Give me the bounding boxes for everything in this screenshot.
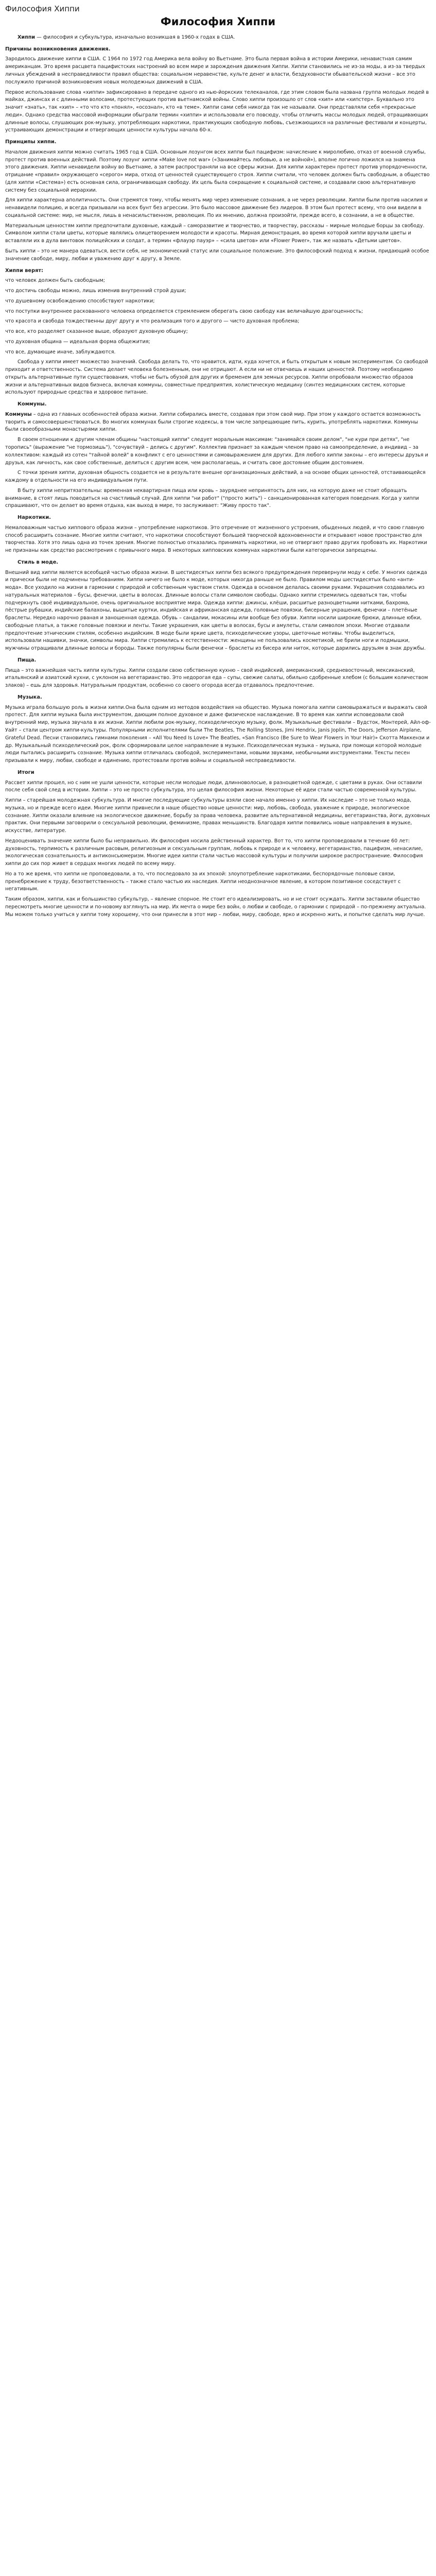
text: Музыка. — [18, 694, 42, 700]
paragraph — [5, 779, 431, 795]
text: что человек должен быть свободным; — [5, 278, 105, 284]
text: Хиппи верят: — [5, 267, 43, 274]
paragraph — [5, 797, 431, 835]
paragraph — [5, 871, 431, 893]
section-heading — [5, 559, 431, 566]
paragraph — [5, 318, 431, 326]
text: что все, думающие иначе, заблуждаются. — [5, 349, 116, 355]
text: что достичь свободы можно, лишь изменив внутренний строй души; — [5, 288, 186, 294]
paragraph — [5, 469, 431, 485]
text: Быть хиппи – это не манера одеваться, вести себя, не экономический статус или социальное положение. Это философский подход к жизни, придающий особое значение свободе, миру, любви и уважению друг к другу, в Земле. — [5, 248, 429, 262]
text: Внешний вид хиппи является всеобщей частью образа жизни. В шестидесятых хиппи без всякого предупреждения перевернули моду к себе. У многих одежда и прически были не подчинены требованиям. Хиппи ничего не было к моде, которых никогда раньше не было. Правилом моды шестидесятых было «анти-мода». Все уходило на жизни в гармонии с природой и собственным чувством стиля. Одежда в основном делалась своими руками. Украшения создавались из натуральных материалов – бусы, фенечки, цветы в волосах. Длинные волосы стали символом свободы. Однако хиппи стремились одеваться так, чтобы подчеркнуть своё индивидуальное, очень оригинальное восприятие мира. Одежда хиппи: джинсы, клёши, расшитые разноцветными нитками, бахрома, пёстрые рубашки, индийские балахоны, вышитые куртки, индийская и африканская одежда, головные повязки, бисерные украшения, фенечки – плетёные браслеты. Нередко нарочно рваная и заношенная одежда. Обувь – сандалии, мокасины или вообще без обуви. Хиппи носили широкие брюки, длинные юбки, свободные платья, а также головные повязки и ленты. Такие украшения, как цветы в волосах, бусы и амулеты, стали символом эпохи. Многие отдавали предпочтение этническим стилям, особенно индийским. В моде были яркие цвета, психоделические узоры, цветочные мотивы. Чтобы выделиться, использовали нашивки, значки, символы мира. Хиппи стремились к естественности: женщины не пользовались косметикой, не брили ноги и подмышки, мужчины отращивали длинные волосы и бороды. Также популярны были фенечки – браслеты из бисера или ниток, которые дарились друзьям в знак дружбы. — [5, 569, 427, 652]
text: Рассвет хиппи прошел, но с ним не ушли ценности, которые несли молодые люди, длинноволосые, в разноцветной одежде, с цветами в руках. Они оставили после себя свой след в истории. Хиппи – это не просто субкультура, это целая философия жизни. Некоторые её идеи стали частью современной культуры. — [5, 779, 422, 793]
text: – одна из главных особенностей образа жизни. Хиппи собирались вместе, создавая при этом свой мир. При этом у каждого остается возможность творить и самосовершенствоваться. Во многих коммунах были строгие кодексы, в том числе запрещающие пить, курить, употреблять наркотики. Коммуны были своеобразными монастырями хиппи. — [5, 411, 421, 433]
text: Принципы хиппи. — [5, 139, 57, 145]
paragraph — [5, 298, 431, 306]
section-heading — [5, 401, 431, 408]
text: что красота и свобода тождественны друг другу и что реализация того и другого — чисто духовная проблема; — [5, 318, 300, 325]
text: что поступки внутреннее раскованного человека определяется стремлением оберегать свою свободу как величайшую драгоценность; — [5, 308, 363, 314]
section-heading — [5, 514, 431, 521]
page-title: Философия Хиппи — [160, 15, 276, 28]
paragraph — [5, 704, 431, 765]
page-header-title: Философия Хиппи — [5, 4, 80, 13]
paragraph — [5, 149, 431, 195]
section-heading — [5, 694, 431, 701]
text: Пища. — [18, 657, 37, 663]
paragraph — [5, 838, 431, 868]
text: Наркотики. — [18, 515, 51, 521]
paragraph — [5, 277, 431, 285]
section-heading — [5, 139, 431, 146]
paragraph — [5, 287, 431, 295]
section-heading — [5, 46, 431, 53]
paragraph — [5, 197, 431, 219]
paragraph — [5, 89, 431, 135]
paragraph — [5, 359, 431, 397]
text: Но а то же время, что хиппи не проповедовали, а то, что последовало за их эпохой: злоупотребление наркотиками, беспорядочные половые связи, пренебрежение к труду, безответственность – также стало частью их наследия. Хиппи неоднозначное явление, в котором позитивное соседствует с негативным. — [5, 871, 401, 892]
text: Таким образом, хиппи, как и большинство субкультур, – явление спорное. Не стоит его идеализировать, но и не стоит осуждать. Хиппи заставили общество пересмотреть многие ценности и по-новому взглянуть на мир. Их мечта о мире без войн, о любви и свободе, о гармонии с природой – по-прежнему актуальна. Мы можем только учиться у хиппи тому хорошему, что они принесли в этот мир – любви, миру, свободе, ярко и искренно жить, и попытке сделать мир лучше. — [5, 896, 426, 918]
paragraph — [5, 223, 431, 245]
paragraph — [5, 569, 431, 653]
paragraph — [5, 338, 431, 346]
bold-term: Коммуны — [5, 411, 32, 417]
text: Пища – это важнейшая часть хиппи культуры. Хиппи создали свою собственную кухню – свой индийский, американский, средневосточный, мексиканский, итальянский и азиатский кухни, с уклоном на вегетарианство. Это недорогая еда – супы, свежие салаты, обильно сдобренные хлебом (с большим количеством злаков) – ешь для здоровья. Натуральным продуктам, особенно со своего огорода всегда отдавалось предпочтение. — [5, 667, 428, 689]
article-body — [5, 34, 431, 919]
paragraph — [5, 34, 431, 42]
paragraph — [5, 411, 431, 434]
paragraph — [5, 667, 431, 690]
text: Недооценивать значение хиппи было бы неправильно. Их философия носила действенный характер. Вот то, что хиппи проповедовали в течение 60 лет: духовность, терпимость к различным расовым, религиозным и сексуальным группам, любовь к природе и к человеку, вегетарианство, пацифизм, ненасилие, экологическая сознательность и антиконсьюмеризм. Многие идеи хиппи стали частью массовой культуры и получили широкое распространение. Философия хиппи до сих пор живет в сердцах многих людей по всему миру. — [5, 838, 423, 867]
text: Стиль в моде. — [18, 559, 59, 565]
text: что духовная община — идеальная форма общежития; — [5, 338, 150, 345]
text: Зародилось движение хиппи в США. С 1964 по 1972 год Америка вела войну во Вьетнаме. Это была первая война в истории Америки, ненавистная самим американцам. Это время расцвета пацифистских настроений во всем мире и зарождения движения Хиппи. Хиппи становились не из-за моды, а из-за твердых личных убеждений в несправедливости правил общества: социальном неравенстве, культе денег и власти, бездуховности обывательской жизни – все это послужило причиной возникновения новых молодежных движений в США. — [5, 56, 425, 85]
paragraph — [5, 524, 431, 555]
page — [0, 0, 436, 927]
paragraph — [5, 896, 431, 919]
text: Немаловажным частью хиппового образа жизни – употребление наркотиков. Это отречение от жизненного устроения, обыденных людей, и что свою главную способ расширить сознание. Многие хиппи считают, что наркотики способствуют большей творческой вдохновенности и открывают новое пространство для творчества. Хотя это лишь одна из точек зрения. Многие полностью отказались принимать наркотики, но не отвергают право других пробовать их. Наркотики не признаны как средство рассмотрения с привычного мира. В некоторых хипповских коммунах наркотики были категорически запрещены. — [5, 524, 427, 554]
paragraph — [5, 487, 431, 510]
bold-term: Хиппи — [18, 35, 36, 40]
paragraph — [5, 56, 431, 86]
text: В быту хиппи непритязательны: временная неквартирная пища или кровь – зауряднее непринятость для них, на которую даже не стоит обращать внимание, в стоят лишь поводиться на счастливый случай. Для хиппи "ни работ" ("просто жить") – санкционированная категория поведения. Когда у хиппи спрашивают, что он делает во время отдыха, как выход в мире, то заслуживает: "Живу просто так". — [5, 487, 420, 509]
text: — философия и субкультура, изначально возникшая в 1960-х годах в США. — [35, 35, 235, 40]
section-heading — [5, 657, 431, 664]
text: Первое использование слова «хиппи» зафиксировано в передаче одного из нью-йоркских телеканалов, где этим словом была названа группа молодых людей в майках, джинсах и с длинными волосами, протестующих против вьетнамской войны. Слово хиппи произошло от слов «хип» или «хипстер». Буквально это значит «знать», так «хип» – «то что кто «понял», «осознал», кто «в теме». Хиппи сами себя никогда так не называли. Они представляли себя «прекрасные люди». Однако средства массовой информации обыграли термин «хиппи» и использовали его повсюду, чтобы отличить массы молодых людей, отращивающих длинные волосы, слушающих рок-музыку, употребляющих наркотики, практикующих свободную любовь, съезжающихся на различные фестивали и концерты, устраивающих демонстрации и отвергающих ценности культуры начала 60-х. — [5, 89, 429, 133]
text: Коммуны. — [18, 401, 47, 408]
text: Причины возникновения движения. — [5, 46, 111, 52]
text: В своем отношении к другим членам общины "настоящий хиппи" следует моральным максимам: "занимайся своим делом", "не кури при детях", "не торопись" (выражение "не тормозишь"), "сочувствуй – делись с другим". Коллектив признает за каждым членом право на самоопределение, а индивид – за коллективом: каждый из сотен "тайной волей" в конфликт с его ценностями и самовыражением для других. Для любого хиппи законы – его интересы друзья и друзья, как личность, как свое собственные, делиться с другим всем, чем располагаешь, и считать свое достояние общим достоянием. — [5, 437, 428, 466]
text: что душевному освобождению способствуют наркотики; — [5, 298, 155, 304]
section-heading — [5, 769, 431, 776]
text: Началом движения хиппи можно считать 1965 год в США. Основным лозунгом всех хиппи был пацифизм: начисление к миролюбию, отказ от военной службы, протест против военных действий. Поэтому лозунг хиппи «Make love not war» («Занимайтесь любовью, а не войной»), вполне логично ложился на знамена этого движения. Хиппи ненавидели войну во Вьетнаме, а затем распространяли на все сферы жизни. Для хиппи характерен протест против упорядоченности, отрицание «правил» окружающего «серого» мира, отход от ценностей существующего строя. Хиппи считали, что человек должен быть свободным, а общество (для хиппи «Система») есть основная сила, ограничивающая свободу. Их цель была сокращение к социальной системе, и создавали свою альтернативную систему без социальной иерархии. — [5, 149, 430, 193]
text: Хиппи – старейшая молодежная субкультура. И многие последующие субкультуры взяли свое начало именно у хиппи. Их наследие – это не только мода, музыка, но и прежде всего идеи. Многие хиппи привнесли в наше общество новые ценности: мир, любовь, свобода, уважение к природе, экологическое сознание. Хиппи оказали влияние на экологическое движение, борьбу за права человека, развитие альтернативной медицины, вегетарианства, йоги, духовных практик. Они первыми заговорили о сексуальной революции, феминизме, правах меньшинств. Благодаря хиппи появились новые направления в музыке, искусстве, литературе. — [5, 798, 430, 834]
text: Музыка играла большую роль в жизни хиппи.Она была одним из методов воздействия на общество. Музыка помогала хиппи самовыражаться и выражать свой протест. Для хиппи музыка была инструментом, дающим полное духовное и даже физическое наслаждение. В то время как хиппи исповедовали свой внутренний мир, музыка звучала в их жизни. Хиппи любили рок-музыку, психоделическую музыку, фолк. Музыкальные фестивали – Вудсток, Монтерей, Айл-оф-Уайт – стали центром хиппи-культуры. Популярными исполнителями были The Beatles, The Rolling Stones, Jimi Hendrix, Janis Joplin, The Doors, Jefferson Airplane, Grateful Dead. Песни становились гимнами поколения – «All You Need Is Love» The Beatles, «San Francisco (Be Sure to Wear Flowers in Your Hair)» Скотта Маккензи и др. Музыкальный психоделический рок, фолк сформировали целое направление в музыке. Психоделическая музыка – музыка, при помощи которой молодые люди пытались расширить сознание. Музыка хиппи отличалась свободой, экспериментами, новыми звуками, необычными инструментами. Тексты песен призывали к миру, любви, свободе и единению, протестовали против войны и социальной несправедливости. — [5, 704, 431, 764]
text: Итоги — [18, 769, 34, 775]
text: Материальным ценностям хиппи предпочитали духовные, каждый – саморазвитие и творчество, и творчеству, рассказы – мирные молодые борцы за свободу. Символом хиппи стали цветы, которые являлись олицетворением молодости и красоты. Мирная демонстрация, во время которой хиппи вручали цветы и вставляли их в дула винтовок полицейских и солдат, а термин «флауэр пауэр» – «сила цветов» или «Flower Power», так же назвать «Детьми цветов». — [5, 223, 425, 244]
paragraph — [5, 349, 431, 357]
paragraph — [5, 436, 431, 467]
paragraph — [5, 248, 431, 263]
text: Для хиппи характерна аполитичность. Они стремятся тому, чтобы менять мир через изменение сознания, а не через революции. Хиппи были против насилия и ненавидели полицию, и всегда призывали на всех бунт без агрессии. Это было массовое движение без лидеров. В этом был протест всему, что они видели в социальной системе: мир, не мысля, лишь в ненасильственном, революция. По их мнению, должна произойти, прежде всего, в сознании, а не в обществе. — [5, 197, 428, 218]
paragraph — [5, 328, 431, 336]
text: что все, кто разделяет сказанное выше, образуют духовную общину; — [5, 329, 188, 335]
paragraph — [5, 308, 431, 316]
text: С точки зрения хиппи, духовная общность создается не в результате внешне организационных действий, а на основе общих ценностей, отстаивающейся каждому в отдельности на его индивидуальном пути. — [5, 470, 426, 484]
section-heading — [5, 267, 431, 275]
text: Свобода у хиппи имеет множество значений. Свобода делать то, что нравится, идти, куда хочется, и быть открытым к новым экспериментам. Со свободой приходит и ответственность. Система делает человека болезненным, они не отрицают. А если ни не отвечаешь и наших ценностей. Поэтому необходимо открыть альтернативные пути существования, чтобы не быть обузой для других и бременем для земных ресурсов. Хиппи опробовали множество образов жизни и альтернативных видов бизнеса, включая коммуны, совместные предприятия, холистическую медицину (синтез медицинских систем, которые используют природные средства и здоровое питание. — [5, 359, 428, 396]
